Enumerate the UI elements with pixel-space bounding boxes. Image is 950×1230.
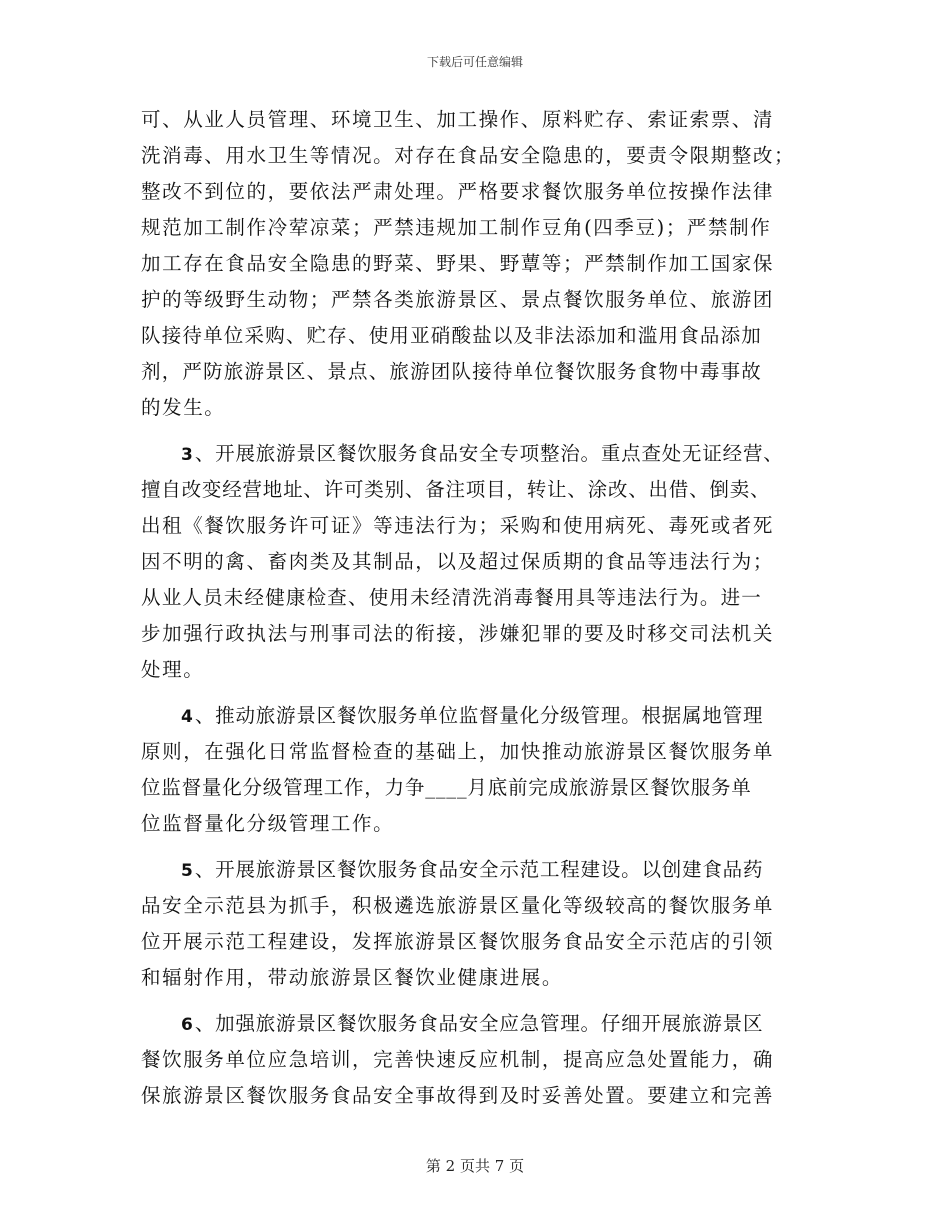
text-line-content: 、开展旅游景区餐饮服务食品安全专项整治。重点查处无证经营、: [194, 442, 784, 465]
text-line: 队接待单位采购、贮存、使用亚硝酸盐以及非法添加和滥用食品添加: [141, 324, 763, 347]
text-line-content: 、加强旅游景区餐饮服务食品安全应急管理。仔细开展旅游景区: [194, 1012, 764, 1035]
text-line: 餐饮服务单位应急培训，完善快速反应机制，提高应急处置能力，确: [141, 1048, 775, 1071]
paragraph-item-5: [141, 852, 811, 996]
page-footer: 第 2 页共 7 页: [425, 1157, 525, 1175]
text-line: 出租《餐饮服务许可证》等违法行为；采购和使用病死、毒死或者死: [141, 514, 775, 537]
text-line-first: [141, 852, 811, 888]
text-line: 品安全示范县为抓手，积极遴选旅游景区量化等级较高的餐饮服务单: [141, 894, 775, 917]
paragraph-continuation: [141, 102, 811, 426]
paragraph-item-3: [141, 436, 811, 688]
text-line-first: [141, 1006, 811, 1042]
text-line: 洗消毒、用水卫生等情况。对存在食品安全隐患的，要责令限期整改；: [141, 144, 796, 167]
text-line: 位开展示范工程建设，发挥旅游景区餐饮服务食品安全示范店的引领: [141, 930, 775, 953]
text-line: 擅自改变经营地址、许可类别、备注项目，转让、涂改、出借、倒卖、: [141, 478, 771, 501]
text-line-content: 、开展旅游景区餐饮服务食品安全示范工程建设。以创建食品药: [194, 858, 764, 881]
text-line-first: [141, 698, 811, 734]
text-line: 剂，严防旅游景区、景点、旅游团队接待单位餐饮服务食物中毒事故: [141, 360, 763, 383]
text-line: 加工存在食品安全隐患的野菜、野果、野蕈等；严禁制作加工国家保: [141, 252, 775, 275]
text-line: 规范加工制作冷荤凉菜；严禁违规加工制作豆角(四季豆)；严禁制作: [141, 216, 772, 239]
text-line: 步加强行政执法与刑事司法的衔接，涉嫌犯罪的要及时移交司法机关: [141, 622, 775, 645]
text-line: 的发生。: [141, 396, 226, 419]
item-number: 4: [181, 707, 193, 727]
text-line: 可、从业人员管理、环境卫生、加工操作、原料贮存、索证索票、清: [141, 108, 775, 131]
text-line-first: [141, 436, 811, 472]
item-number: 5: [181, 861, 193, 881]
text-line: 位监督量化分级管理工作。: [141, 812, 395, 835]
document-body: [141, 102, 811, 1114]
text-line: 和辐射作用，带动旅游景区餐饮业健康进展。: [141, 966, 564, 989]
paragraph-item-6: [141, 1006, 811, 1114]
paragraph-item-4: [141, 698, 811, 842]
text-line: 因不明的禽、畜肉类及其制品，以及超过保质期的食品等违法行为；: [141, 550, 775, 573]
text-line: 原则，在强化日常监督检查的基础上，加快推动旅游景区餐饮服务单: [141, 740, 775, 763]
text-line: 从业人员未经健康检查、使用未经清洗消毒餐用具等违法行为。进一: [141, 586, 763, 609]
page-header: 下载后可任意编辑: [426, 55, 523, 69]
text-line: 保旅游景区餐饮服务食品安全事故得到及时妥善处置。要建立和完善: [141, 1084, 775, 1107]
item-number: 6: [181, 1015, 193, 1035]
text-line: 处理。: [141, 658, 205, 681]
text-line-content: 、推动旅游景区餐饮服务单位监督量化分级管理。根据属地管理: [194, 704, 764, 727]
text-line: 位监督量化分级管理工作，力争____月底前完成旅游景区餐饮服务单: [141, 776, 752, 799]
text-line: 护的等级野生动物；严禁各类旅游景区、景点餐饮服务单位、旅游团: [141, 288, 775, 311]
item-number: 3: [181, 445, 193, 465]
text-line: 整改不到位的，要依法严肃处理。严格要求餐饮服务单位按操作法律: [141, 180, 775, 203]
